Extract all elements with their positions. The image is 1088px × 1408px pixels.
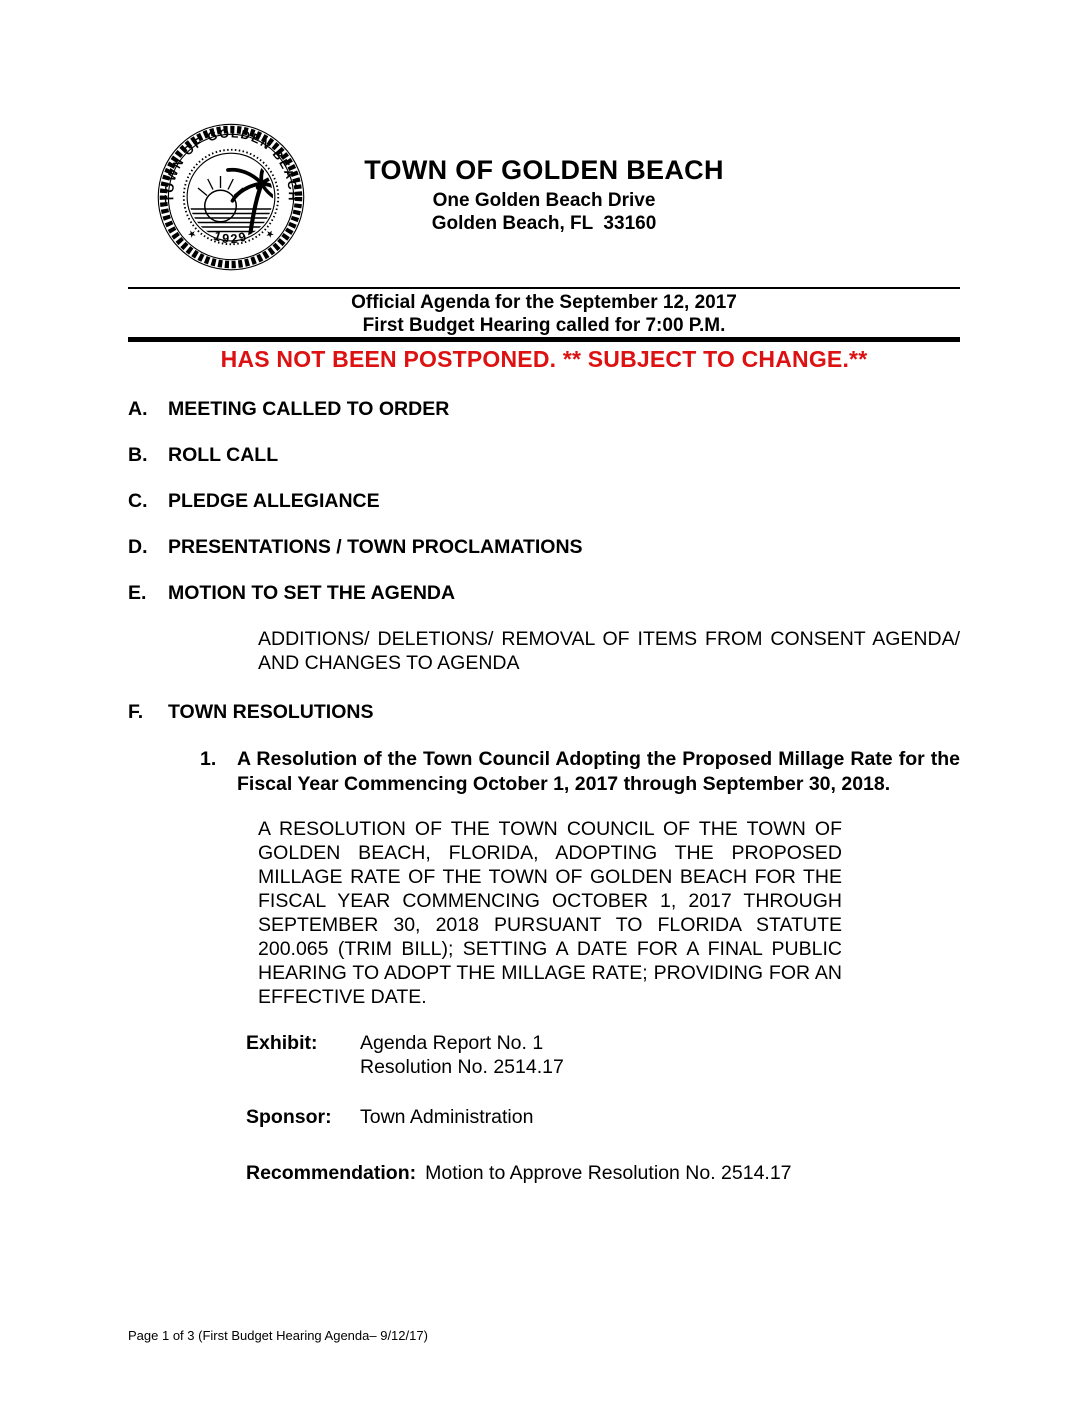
exhibit-value	[360, 1031, 564, 1079]
seal-year: 1929	[211, 227, 251, 247]
item-title: MOTION TO SET THE AGENDA	[168, 582, 456, 604]
resolution-title: A Resolution of the Town Council Adopting the Proposed Millage Rate for the Fiscal Year Commencing October 1, 2017 through September 30, 2018.	[237, 748, 960, 795]
item-title: TOWN RESOLUTIONS	[168, 701, 374, 723]
document-header	[128, 0, 960, 287]
resolution-number: 1.	[200, 748, 217, 770]
resolution-body: A RESOLUTION OF THE TOWN COUNCIL OF THE TOWN OF GOLDEN BEACH, FLORIDA, ADOPTING THE PROPOSED MILLAGE RATE OF THE TOWN OF GOLDEN BEACH FOR THE FISCAL YEAR COMMENCING OCTOBER 1, 2017 THROUGH SEPTEMBER 30, 2018 PURSUANT TO FLORIDA STATUTE 200.065 (TRIM BILL); SETTING A DATE FOR A FINAL PUBLIC HEARING TO ADOPT THE MILLAGE RATE; PROVIDING FOR AN EFFECTIVE DATE.	[258, 818, 842, 1008]
org-address-line2: Golden Beach, FL 33160	[431, 213, 657, 234]
star-icon: ★	[263, 227, 277, 242]
agenda-item-d	[128, 536, 960, 558]
agenda-item-f	[128, 701, 960, 723]
item-letter: C.	[128, 490, 148, 512]
exhibit-label: Exhibit:	[246, 1032, 318, 1054]
agenda-item-c	[128, 490, 960, 512]
status-notice: HAS NOT BEEN POSTPONED. ** SUBJECT TO CHANGE.**	[220, 346, 868, 372]
item-title: PLEDGE ALLEGIANCE	[168, 490, 380, 512]
recommendation-value: Motion to Approve Resolution No. 2514.17	[425, 1162, 792, 1184]
agenda-item-e	[128, 582, 960, 604]
item-title: ROLL CALL	[168, 444, 279, 466]
resolution-heading	[200, 747, 960, 797]
sponsor-label: Sponsor:	[246, 1106, 332, 1128]
item-title: PRESENTATIONS / TOWN PROCLAMATIONS	[168, 536, 583, 558]
agenda-item-a	[128, 398, 960, 420]
agenda-items	[128, 398, 960, 723]
recommendation-row	[246, 1161, 960, 1185]
item-letter: E.	[128, 582, 147, 604]
item-letter: F.	[128, 701, 144, 723]
page-footer: Page 1 of 3 (First Budget Hearing Agenda– 9/12/17)	[128, 1328, 428, 1343]
star-icon: ★	[185, 227, 199, 242]
agenda-title-line1: Official Agenda for the September 12, 2017	[351, 292, 737, 313]
exhibit-row	[246, 1031, 960, 1079]
seal-ring-text: TOWN OF GOLDEN BEACH	[162, 126, 300, 203]
item-letter: D.	[128, 536, 148, 558]
agenda-item-b	[128, 444, 960, 466]
title-divider	[128, 337, 960, 342]
exhibit-line2: Resolution No. 2514.17	[360, 1056, 564, 1078]
agenda-item-e-note: ADDITIONS/ DELETIONS/ REMOVAL OF ITEMS FROM CONSENT AGENDA/ AND CHANGES TO AGENDA	[258, 628, 960, 674]
sponsor-value: Town Administration	[360, 1106, 534, 1128]
sponsor-row	[246, 1105, 960, 1129]
recommendation-label: Recommendation:	[246, 1162, 417, 1184]
agenda-title-line2: First Budget Hearing called for 7:00 P.M.	[362, 314, 726, 336]
item-letter: A.	[128, 398, 148, 420]
item-title: MEETING CALLED TO ORDER	[168, 398, 450, 420]
item-letter: B.	[128, 444, 148, 466]
exhibit-line1: Agenda Report No. 1	[360, 1032, 544, 1054]
org-name: TOWN OF GOLDEN BEACH	[364, 155, 724, 185]
letterhead	[128, 155, 960, 235]
agenda-title-block	[128, 289, 960, 337]
org-address-line1: One Golden Beach Drive	[432, 190, 656, 211]
